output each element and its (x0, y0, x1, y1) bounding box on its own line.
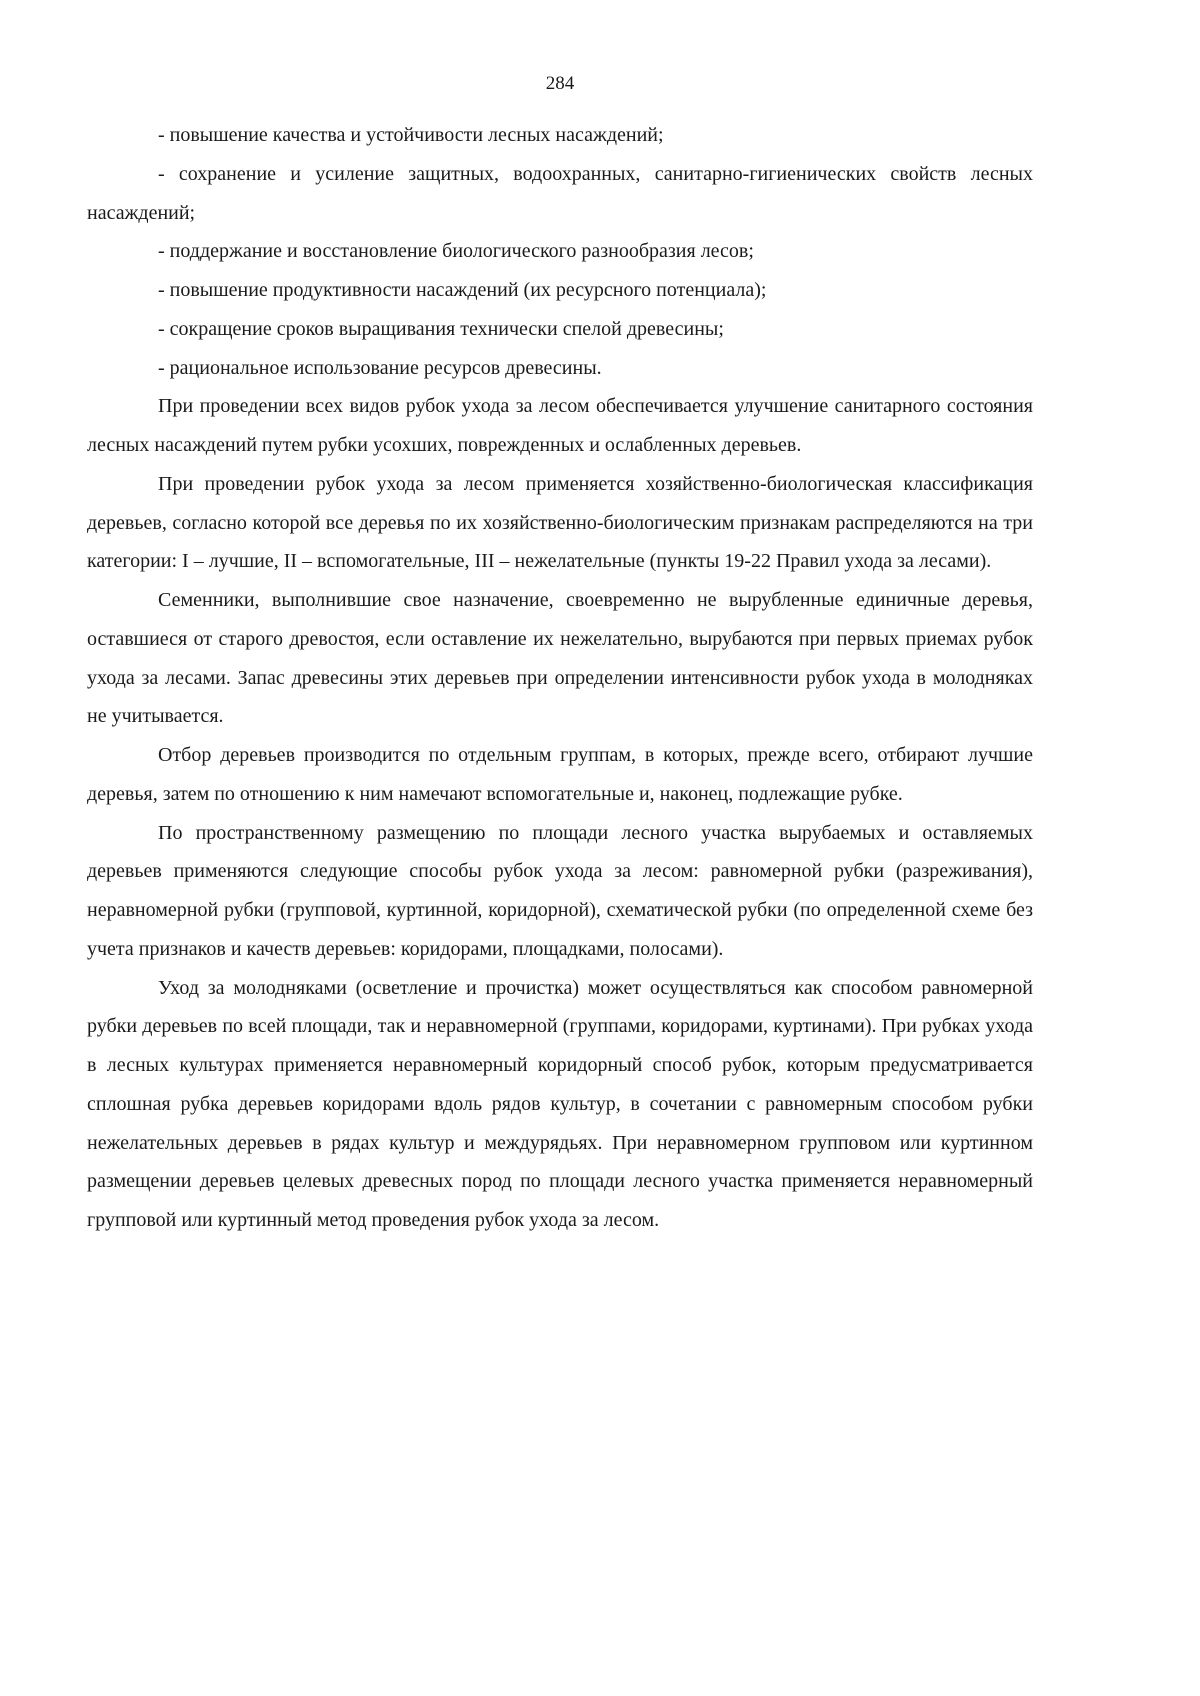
paragraph-tree-classification: При проведении рубок ухода за лесом применяется хозяйственно-биологическая классификация деревьев, согласно которой все деревья по их хозяйственно-биологическим признакам распределяются на три категории: I – лучшие, II – вспомогательные, III – нежелательные (пункты 19-22 Правил ухода за лесами). (87, 472, 1033, 573)
body-text (87, 116, 1033, 1240)
paragraph-spatial-methods: По пространственному размещению по площади лесного участка вырубаемых и оставляемых деревьев применяются следующие способы рубок ухода за лесом: равномерной рубки (разреживания), неравномерной рубки (групповой, куртинной, коридорной), схематической рубки (по определенной схеме без учета признаков и качеств деревьев: коридорами, площадками, полосами). (87, 821, 1033, 960)
paragraph-sanitary-state: При проведении всех видов рубок ухода за лесом обеспечивается улучшение санитарного состояния лесных насаждений путем рубки усохших, поврежденных и ослабленных деревьев. (87, 395, 1033, 456)
list-item-growing-period: - сокращение сроков выращивания технически спелой древесины; (158, 317, 724, 340)
paragraph-young-stands-care: Уход за молодняками (осветление и прочистка) может осуществляться как способом равномерной рубки деревьев по всей площади, так и неравномерной (группами, коридорами, куртинами). При рубках ухода в лесных культурах применяется неравномерный коридорный способ рубок, которым предусматривается сплошная рубка деревьев коридорами вдоль рядов культур, в сочетании с равномерным способом рубки нежелательных деревьев в рядах культур и междурядьях. При неравномерном групповом или куртинном размещении деревьев целевых древесных пород по площади лесного участка применяется неравномерный групповой или куртинный метод проведения рубок ухода за лесом. (87, 976, 1033, 1231)
list-item-biodiversity: - поддержание и восстановление биологического разнообразия лесов; (158, 240, 754, 263)
list-item-rational-use: - рациональное использование ресурсов древесины. (158, 356, 602, 379)
list-item-quality: - повышение качества и устойчивости лесных насаждений; (158, 124, 664, 146)
paragraph-seed-trees: Семенники, выполнившие свое назначение, своевременно не вырубленные единичные деревья, оставшиеся от старого древостоя, если оставление их нежелательно, вырубаются при первых приемах рубок ухода за лесами. Запас древесины этих деревьев при определении интенсивности рубок ухода в молодняках не учитывается. (87, 589, 1033, 728)
list-item-productivity: - повышение продуктивности насаждений (их ресурсного потенциала); (158, 279, 767, 301)
list-item-protective-properties: - сохранение и усиление защитных, водоохранных, санитарно-гигиенических свойств лесных насаждений; (87, 162, 1033, 224)
page-number: 284 (545, 73, 575, 94)
paragraph-tree-selection: Отбор деревьев производится по отдельным группам, в которых, прежде всего, отбирают лучшие деревья, затем по отношению к ним намечают вспомогательные и, наконец, подлежащие рубке. (87, 744, 1033, 805)
